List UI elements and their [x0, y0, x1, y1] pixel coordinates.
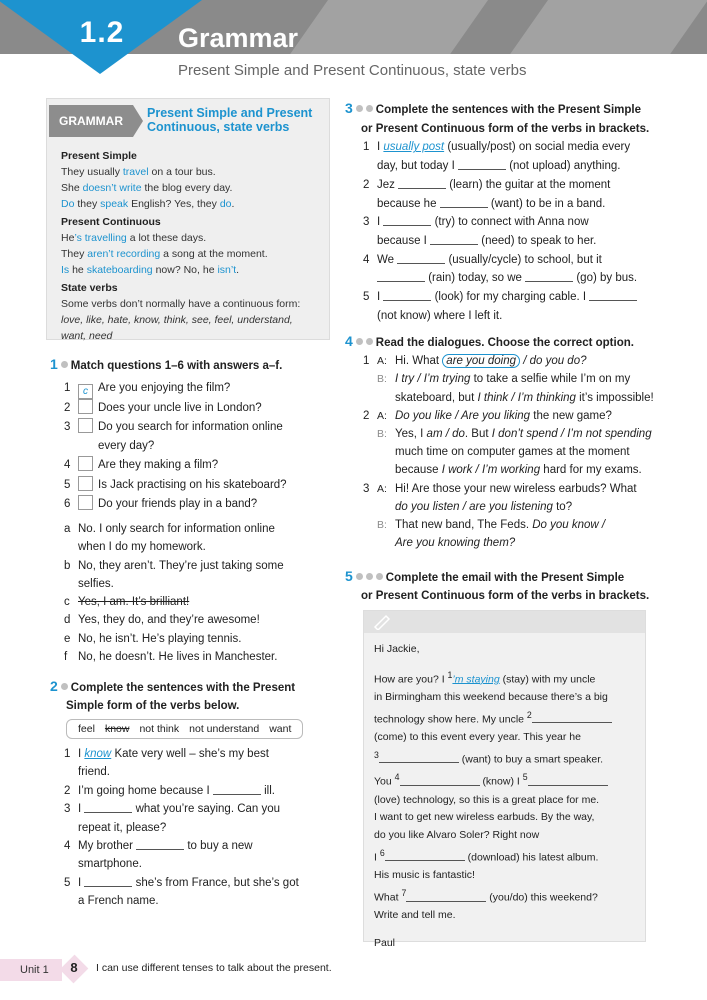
answer-box[interactable]: [78, 399, 93, 414]
grammar-body: Present Simple They usually travel on a tour bus. She doesn’t write the blog every day. Do they speak English? Yes, they do. Present Continuous He’s travelling a lot these days. They aren’t recording a song at the moment. Is he skateboarding now? No, he isn’t. State verbs Some verbs don’t normally have a continuous form: love, like, hate, know, think, see, feel, understand, want, need: [61, 150, 301, 342]
blank[interactable]: [400, 776, 480, 786]
blank[interactable]: [84, 803, 132, 813]
blank[interactable]: [458, 160, 506, 170]
grammar-box: [46, 98, 330, 340]
circled-option[interactable]: are you doing: [442, 354, 520, 368]
blank[interactable]: [377, 272, 425, 282]
exercise-1: 1 Match questions 1–6 with answers a–f. 1 c Are you enjoying the film? 2 Does your uncle live in London? 3 Do you search for information online every day? 4 Are they making a film? 5 Is Jack practising on his skateboard? 6 Do your friends play in a band? a No. I only search for information online when I do my homework. b No, they aren’t. They’re just taking some selfies. c Yes, I am. It’s brilliant! d Yes, they do, and they’re awesome! e No, he isn’t. He’s playing tennis. f No, he doesn’t. He lives in Manchester.: [50, 356, 287, 663]
blank[interactable]: [528, 776, 608, 786]
blank[interactable]: [525, 272, 573, 282]
blank[interactable]: [398, 179, 446, 189]
exercise-4: 4 Read the dialogues. Choose the correct option. 1 A: Hi. What are you doing / do you do? B: I try / I’m trying to take a selfie while I’m on my skateboard, but I think / I’m thinking it’s impossible! 2 A: Do you like / Are you liking the new game? B: Yes, I am / do. But I don’t spend / I’m not spending much time on computer games at the moment because I work / I’m working hard for my exams. 3 A: Hi! Are those your new wireless earbuds? What do you listen / are you listening to? B: That new band, The Feds. Do you know / Are you knowing them?: [345, 333, 654, 550]
page-title: Grammar: [178, 23, 299, 53]
exercise-5: 5 Complete the email with the Present Simple or Present Continuous form of the verbs in brackets.: [345, 568, 650, 602]
blank[interactable]: [383, 291, 431, 301]
page-subtitle: Present Simple and Present Continuous, state verbs: [178, 62, 527, 79]
grammar-tag: GRAMMAR: [49, 105, 133, 137]
blank[interactable]: [84, 877, 132, 887]
blank[interactable]: [379, 753, 459, 763]
blank[interactable]: [589, 291, 637, 301]
footer-unit: Unit 1: [0, 959, 62, 981]
blank[interactable]: [213, 785, 261, 795]
blank[interactable]: [397, 254, 445, 264]
exercise-3: 3 Complete the sentences with the Present Simple or Present Continuous form of the verbs in brackets. 1 I usually post (usually/post) on social media every day, but today I (not upload) anything. 2 Jez (learn) the guitar at the moment because he (want) to be in a band. 3 I (try) to connect with Anna now because I (need) to speak to her. 4 We (usually/cycle) to school, but it (rain) today, so we (go) by bus. 5 I (look) for my charging cable. I (not know) where I left it.: [345, 100, 650, 322]
unit-number: 1.2: [79, 16, 125, 49]
answer-box[interactable]: [78, 456, 93, 471]
blank[interactable]: [385, 851, 465, 861]
blank[interactable]: [136, 840, 184, 850]
blank[interactable]: [383, 216, 431, 226]
page-number: 8: [70, 960, 78, 975]
email-panel: Hi Jackie, How are you? I $^1$’m staying (stay) with my uncle in Birmingham this weekend because there’s a big technology show here. My uncle $^2$ (come) to this event every year. This year he $^3$ (want) to buy a smart speaker. You $^4$ (know) I $^5$ (love) technology, so this is a great place for me. I want to get new wireless earbuds. By the way, do you like Alvaro Soler? Right now I $^6$ (download) his latest album. His music is fantastic! What $^7$ (you/do) this weekend? Write and tell me. Paul: [363, 610, 646, 942]
word-box: feel know not think not understand want: [66, 719, 303, 739]
blank[interactable]: [406, 892, 486, 902]
blank[interactable]: [532, 713, 612, 723]
blank[interactable]: [430, 235, 478, 245]
answer-box[interactable]: c: [78, 384, 93, 399]
answer-box[interactable]: [78, 476, 93, 491]
answer-box[interactable]: [78, 418, 93, 433]
can-do-statement: I can use different tenses to talk about the present.: [96, 962, 332, 974]
email-header: [364, 611, 645, 633]
blank[interactable]: [440, 198, 488, 208]
footer: [0, 955, 707, 985]
pencil-icon: [372, 614, 392, 630]
grammar-title: Present Simple and Present Continuous, state verbs: [147, 106, 313, 134]
exercise-2: 2 Complete the sentences with the Present Simple form of the verbs below. feel know not think not understand want 1 I know Kate very well – she’s my best friend. 2 I’m going home because I ill. 3 I what you’re saying. Can you repeat it, please? 4 My brother to buy a new smartphone. 5 I she’s from France, but she’s got a French name.: [50, 678, 335, 911]
answer-box[interactable]: [78, 495, 93, 510]
